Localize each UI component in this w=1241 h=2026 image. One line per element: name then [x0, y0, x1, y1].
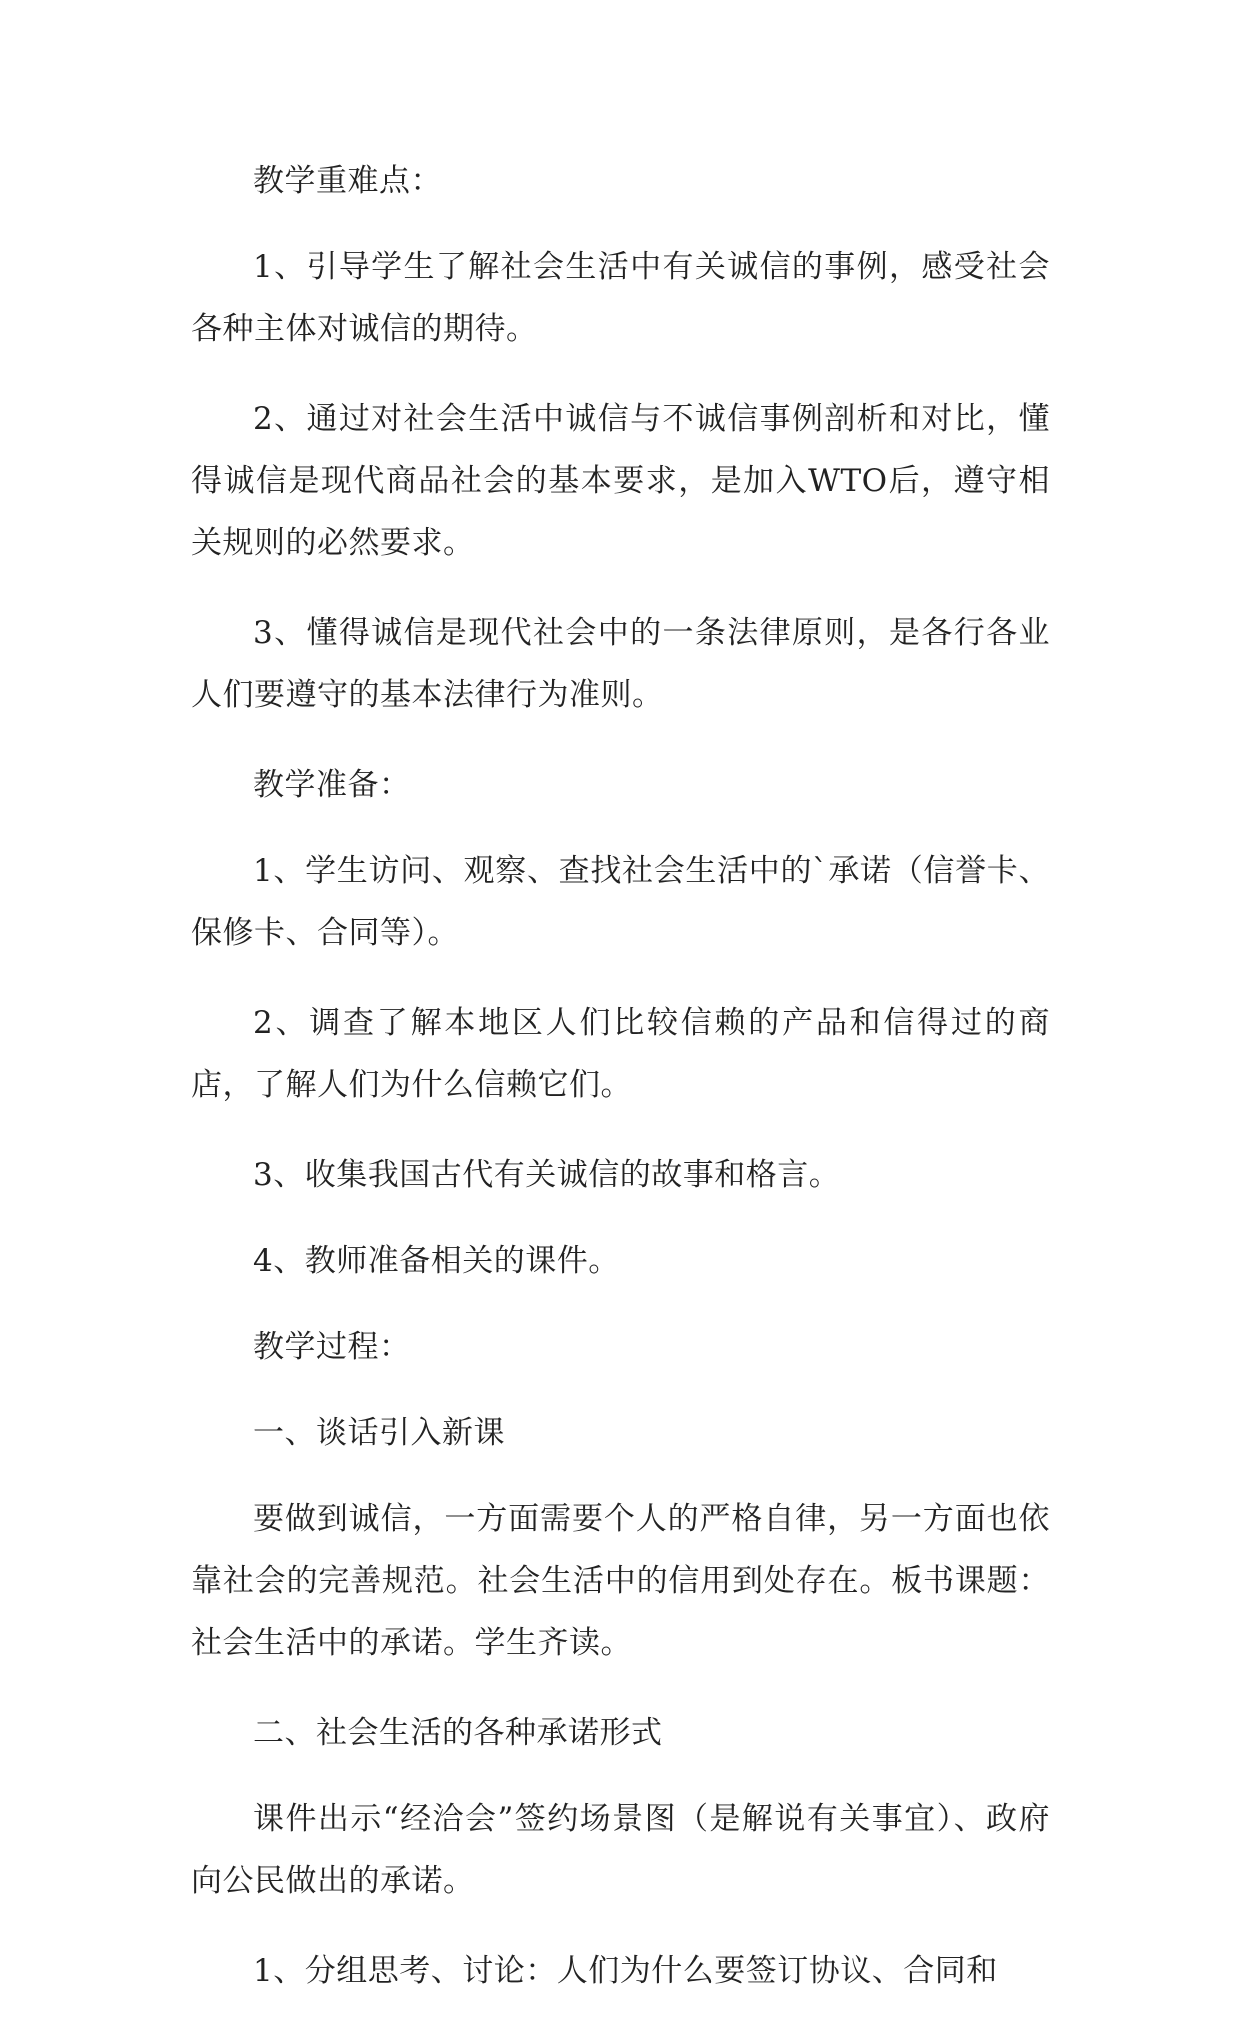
- paragraph-prep-3: 3、收集我国古代有关诚信的故事和格言。: [253, 1157, 841, 1193]
- paragraph-discussion: 1、分组思考、讨论：人们为什么要签订协议、合同和: [253, 1953, 998, 1989]
- paragraph-point-3: 3、懂得诚信是现代社会中的一条法律原则，是各行各业人们要遵守的基本法律行为准则。: [191, 615, 1050, 713]
- heading-process: 教学过程：: [253, 1329, 411, 1365]
- paragraph-point-1: 1、引导学生了解社会生活中有关诚信的事例，感受社会各种主体对诚信的期待。: [191, 249, 1050, 347]
- document-body: [191, 150, 1050, 2026]
- section-heading-1: 一、谈话引入新课: [253, 1415, 505, 1451]
- paragraph-courseware: 课件出示“经洽会”签约场景图（是解说有关事宜）、政府向公民做出的承诺。: [191, 1801, 1050, 1899]
- section-heading-2: 二、社会生活的各种承诺形式: [253, 1715, 663, 1751]
- heading-key-points: 教学重难点：: [253, 163, 442, 199]
- paragraph-prep-4: 4、教师准备相关的课件。: [253, 1243, 620, 1279]
- paragraph-point-2: 2、通过对社会生活中诚信与不诚信事例剖析和对比，懂得诚信是现代商品社会的基本要求，是加入WTO后，遵守相关规则的必然要求。: [191, 401, 1050, 561]
- paragraph-prep-1: 1、学生访问、观察、查找社会生活中的`承诺（信誉卡、保修卡、合同等）。: [191, 853, 1050, 951]
- paragraph-prep-2: 2、调查了解本地区人们比较信赖的产品和信得过的商店，了解人们为什么信赖它们。: [191, 1005, 1050, 1103]
- paragraph-intro: 要做到诚信，一方面需要个人的严格自律，另一方面也依靠社会的完善规范。社会生活中的信用到处存在。板书课题：社会生活中的承诺。学生齐读。: [191, 1501, 1050, 1661]
- heading-preparation: 教学准备：: [253, 767, 411, 803]
